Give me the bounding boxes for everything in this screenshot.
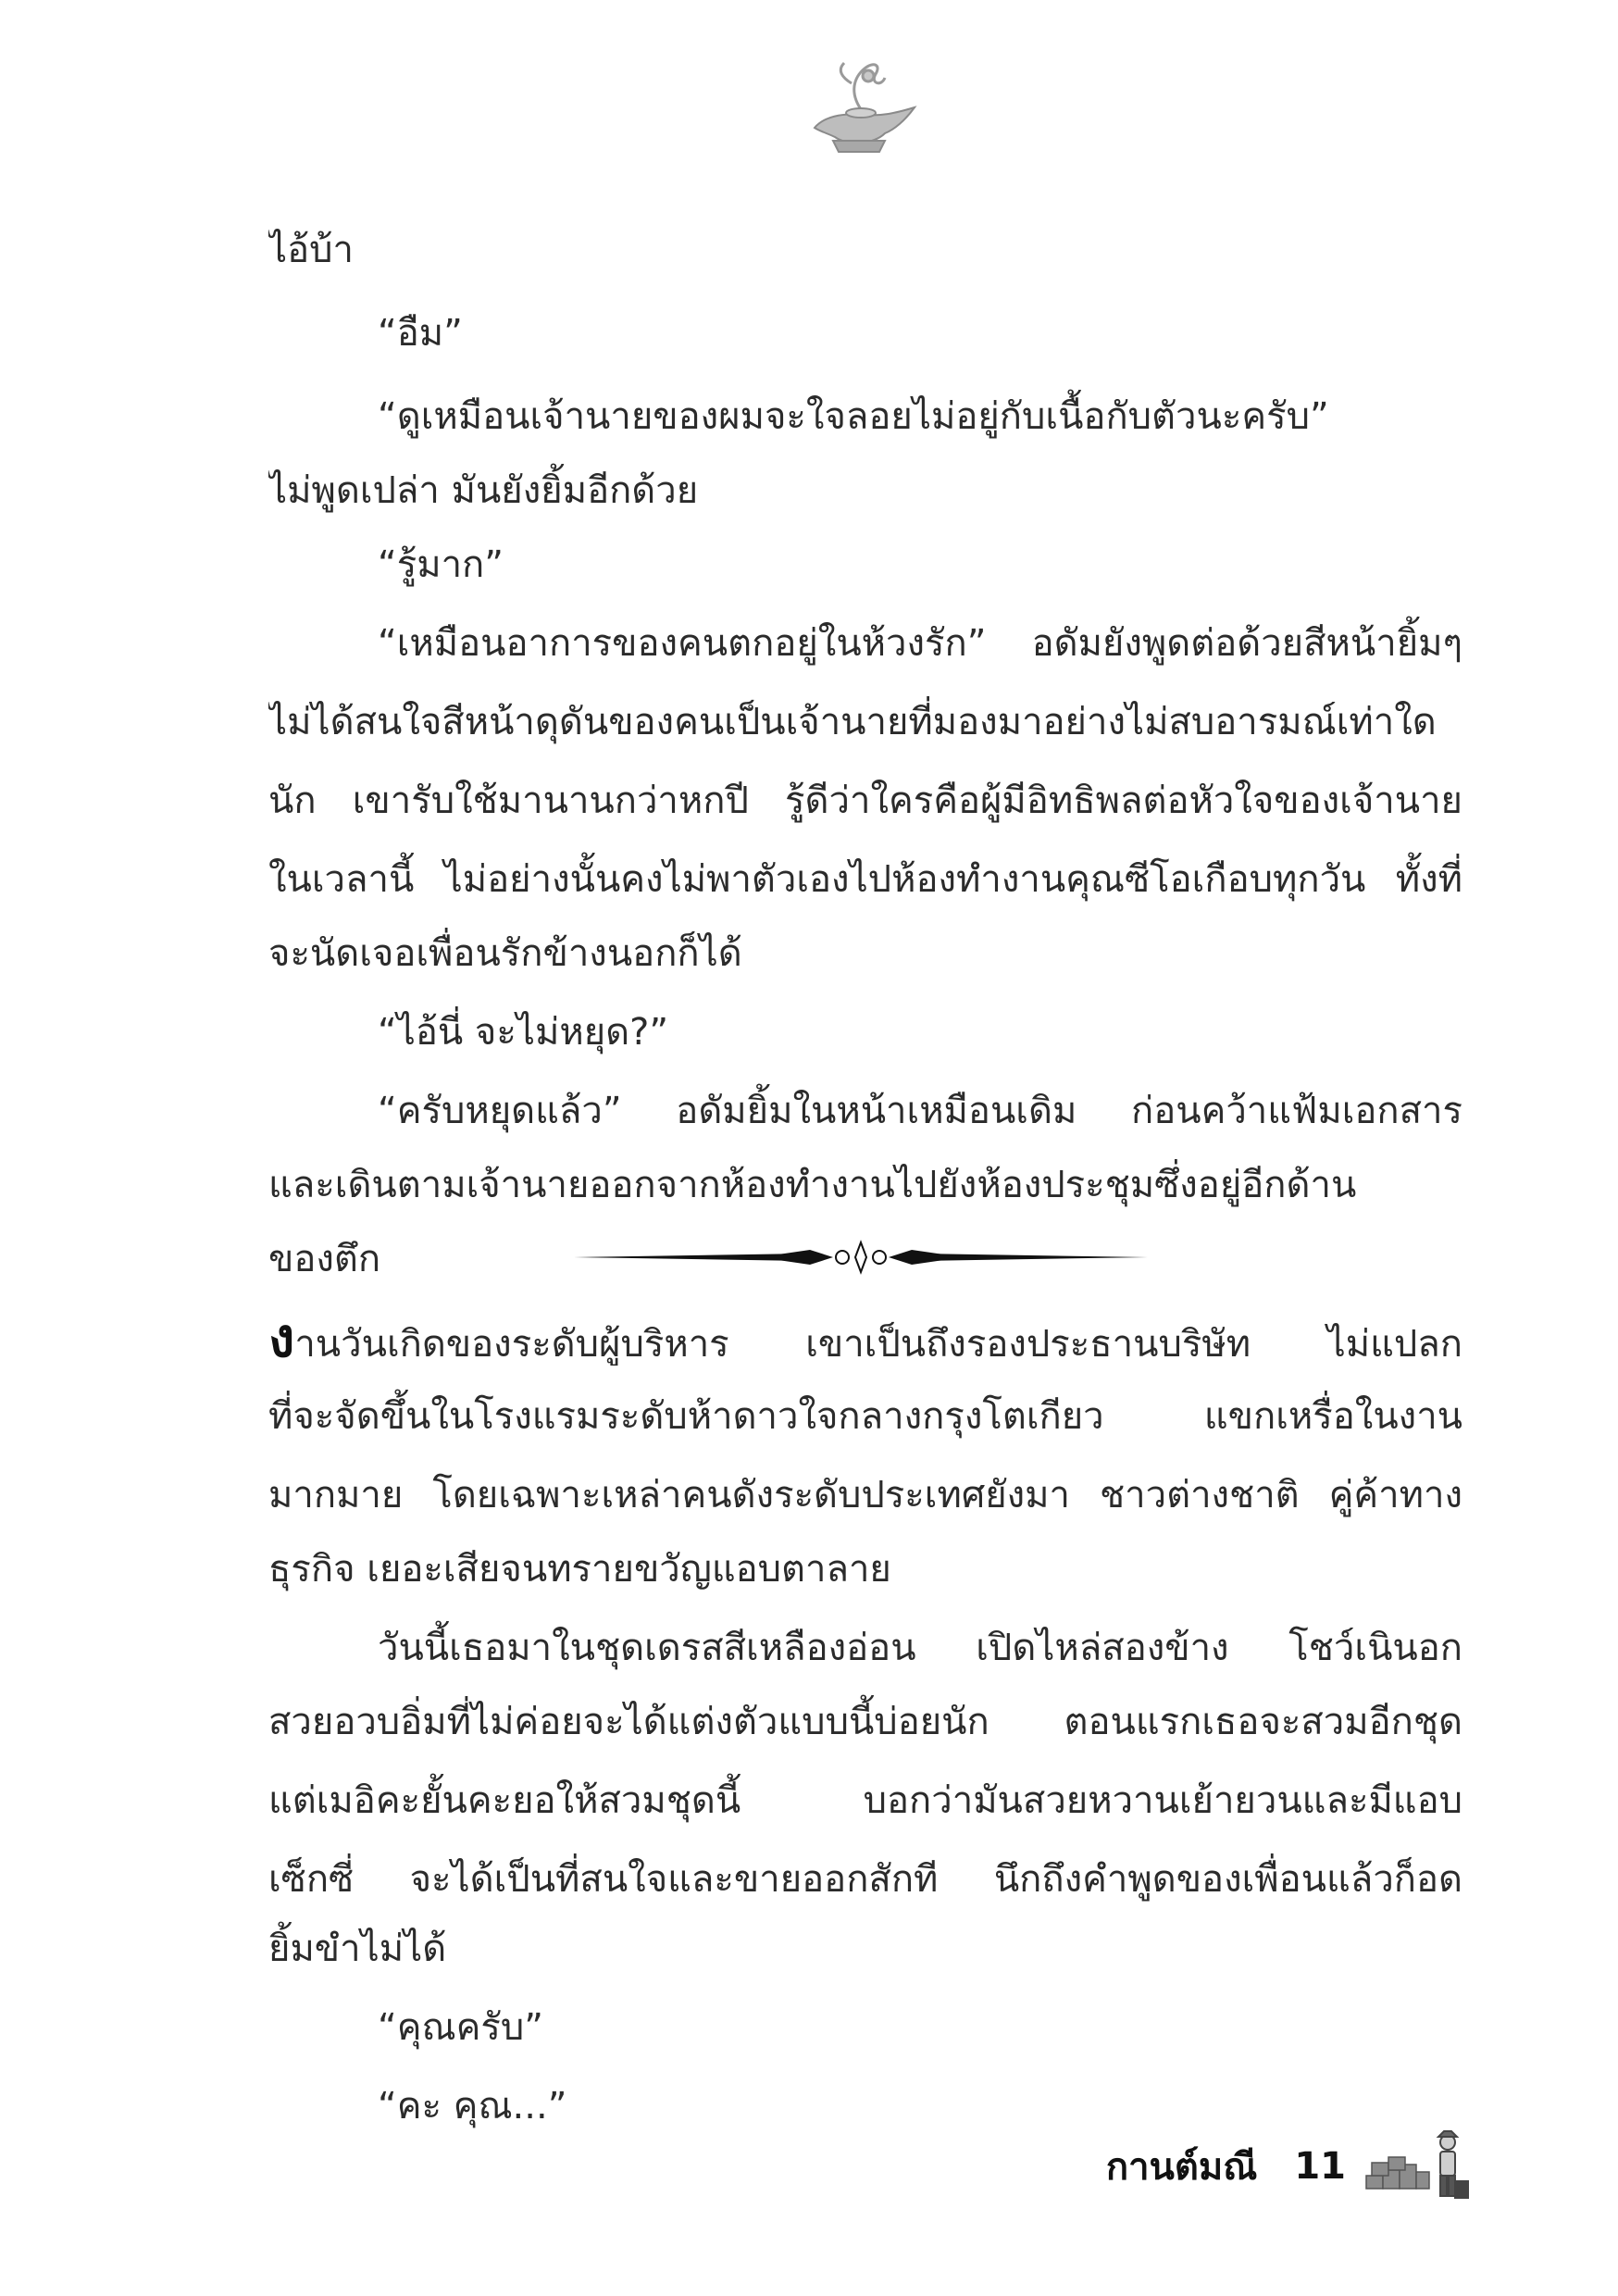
gardener-illustration-icon bbox=[1359, 2129, 1479, 2203]
text-line: เซ็กซี่ จะได้เป็นที่สนใจและขายออกสักที นึกถึงคำพูดของเพื่อนแล้วก็อด bbox=[268, 1858, 1462, 1901]
text-line: ในเวลานี้ ไม่อย่างนั้นคงไม่พาตัวเองไปห้องทำงานคุณซีโอเกือบทุกวัน ทั้งที่ bbox=[268, 858, 1462, 901]
text-line: ธุรกิจ เยอะเสียจนทรายขวัญแอบตาลาย bbox=[268, 1548, 891, 1591]
text-line: “คะ คุณ...” bbox=[378, 2085, 567, 2128]
book-title: กานต์มณี bbox=[1105, 2146, 1258, 2189]
text-line: “เหมือนอาการของคนตกอยู่ในห้วงรัก” อดัมยังพูดต่อด้วยสีหน้ายิ้มๆ bbox=[378, 622, 1462, 665]
text-line: “คุณครับ” bbox=[378, 2006, 543, 2049]
text-line: นัก เขารับใช้มานานกว่าหกปี รู้ดีว่าใครคือผู้มีอิทธิพลต่อหัวใจของเจ้านาย bbox=[268, 780, 1462, 822]
text-line: วันนี้เธอมาในชุดเดรสสีเหลืองอ่อน เปิดไหล่สองข้าง โชว์เนินอก bbox=[378, 1627, 1462, 1669]
text-line: ของตึก bbox=[268, 1238, 381, 1280]
text-line: “ครับหยุดแล้ว” อดัมยิ้มในหน้าเหมือนเดิม ก่อนคว้าแฟ้มเอกสาร bbox=[378, 1090, 1462, 1132]
text-line: และเดินตามเจ้านายออกจากห้องทำงานไปยังห้องประชุมซึ่งอยู่อีกด้าน bbox=[268, 1164, 1357, 1206]
text-line: ไม่พูดเปล่า มันยังยิ้มอีกด้วย bbox=[268, 469, 699, 512]
drop-cap: ง bbox=[268, 1310, 295, 1366]
text-line: ยิ้มขำไม่ได้ bbox=[268, 1928, 447, 1970]
text-line: ที่จะจัดขึ้นในโรงแรมระดับห้าดาวใจกลางกรุงโตเกียว แขกเหรื่อในงาน bbox=[268, 1395, 1462, 1438]
text-line: “อืม” bbox=[378, 312, 463, 355]
genie-lamp-icon bbox=[796, 56, 926, 167]
page-footer bbox=[1106, 2129, 1479, 2203]
text-line: “ดูเหมือนเจ้านายของผมจะใจลอยไม่อยู่กับเนื้อกับตัวนะครับ” bbox=[378, 395, 1329, 438]
text-line: ไอ้บ้า bbox=[268, 229, 354, 271]
section-divider-ornament bbox=[574, 1239, 1148, 1276]
text-line: จะนัดเจอเพื่อนรักข้างนอกก็ได้ bbox=[268, 932, 742, 975]
text-line: ไม่ได้สนใจสีหน้าดุดันของคนเป็นเจ้านายที่มองมาอย่างไม่สบอารมณ์เท่าใด bbox=[268, 701, 1437, 743]
page-number: 11 bbox=[1294, 2145, 1346, 2188]
text-line bbox=[268, 1310, 1462, 1366]
text-line: สวยอวบอิ่มที่ไม่ค่อยจะได้แต่งตัวแบบนี้บ่อยนัก ตอนแรกเธอจะสวมอีกชุด bbox=[268, 1701, 1462, 1743]
text-line: “ไอ้นี่ จะไม่หยุด?” bbox=[378, 1011, 669, 1054]
text-line: แต่เมอิคะยั้นคะยอให้สวมชุดนี้ บอกว่ามันสวยหวานเย้ายวนและมีแอบ bbox=[268, 1779, 1462, 1822]
text-line: มากมาย โดยเฉพาะเหล่าคนดังระดับประเทศยังมา ชาวต่างชาติ คู่ค้าทาง bbox=[268, 1474, 1462, 1516]
text-line: “รู้มาก” bbox=[378, 543, 504, 586]
text-line-content: านวันเกิดของระดับผู้บริหาร เขาเป็นถึงรองประธานบริษัท ไม่แปลก bbox=[294, 1323, 1462, 1366]
